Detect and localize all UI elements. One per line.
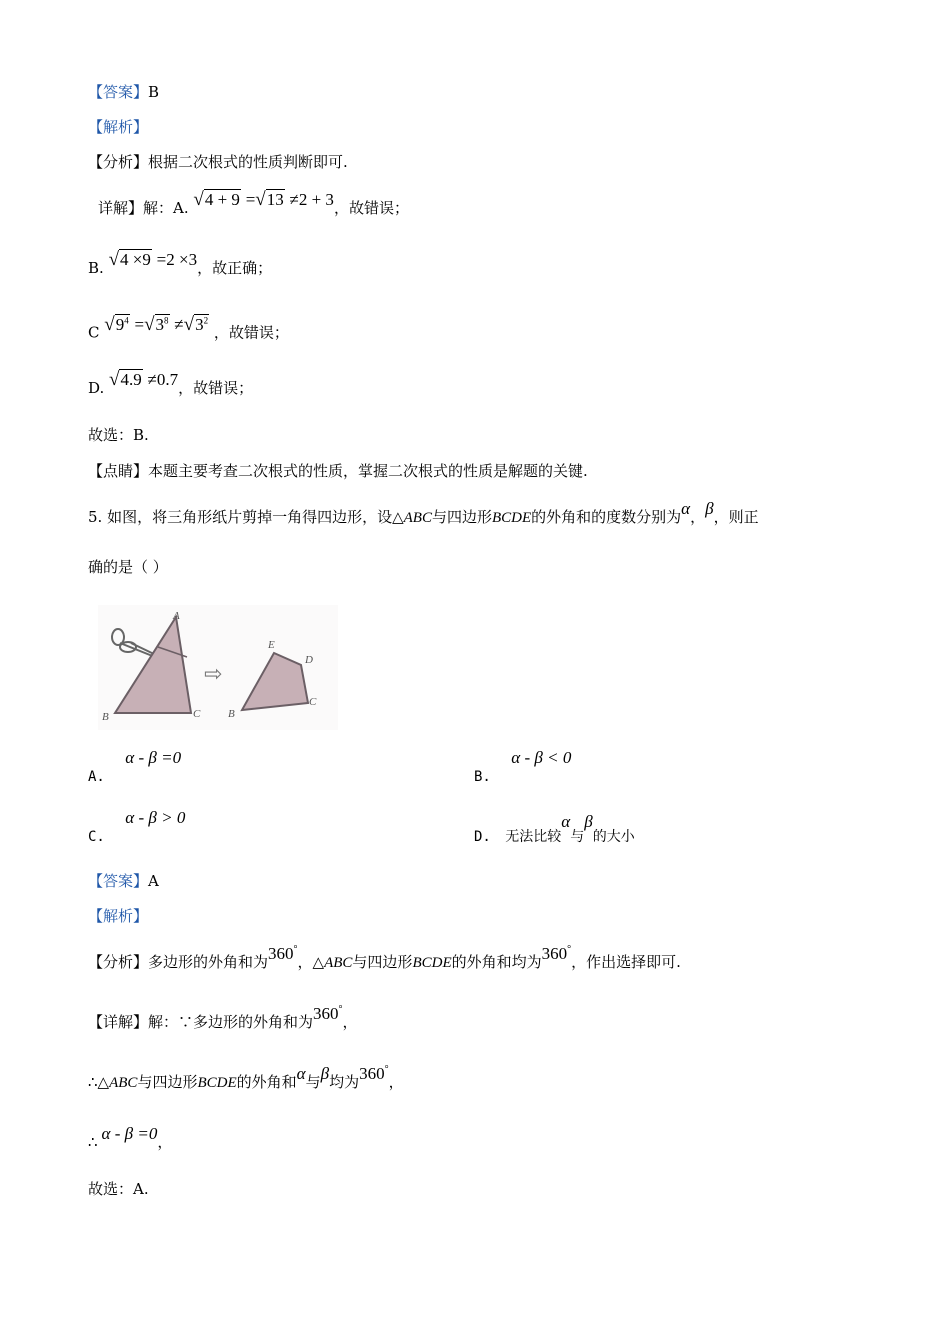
- degree-value: 360°: [541, 944, 572, 963]
- radicand-c1: $9^4$: [115, 314, 129, 334]
- detail-text: 与四边形: [137, 1073, 198, 1091]
- radicand-b: 4 ×9: [120, 250, 151, 269]
- answer-value: A: [148, 872, 159, 890]
- option-d: [474, 812, 635, 845]
- abc-label: ABC: [324, 955, 353, 971]
- detail-text: 的外角和: [236, 1073, 297, 1091]
- alpha-symbol: α: [296, 1064, 306, 1083]
- d-rest: ≠0.7: [147, 370, 179, 389]
- q5-detail-line2: [88, 1064, 404, 1095]
- option-a: [88, 748, 182, 785]
- b-tail: ，故正确；: [197, 259, 273, 277]
- therefore-symbol: ∴: [88, 1133, 98, 1151]
- figure-svg: [98, 605, 338, 730]
- alpha-symbol: α: [561, 812, 571, 831]
- option-d-text: 与: [570, 829, 585, 845]
- radicand-c3: $3^2$: [195, 314, 209, 334]
- triangle-label-b: B: [102, 711, 109, 723]
- answer-value: B: [148, 83, 160, 101]
- radicand-d: 4.9: [120, 370, 142, 389]
- degree-value: 360°: [268, 944, 298, 963]
- sqrt-icon: √: [255, 189, 266, 210]
- radicand-a1: 4 + 9: [204, 190, 240, 209]
- option-c: [88, 808, 186, 845]
- detail-label: 详解】解：A.: [98, 199, 189, 217]
- q5-fenxi-line: [88, 944, 681, 975]
- b-label: B.: [88, 259, 104, 277]
- bcde-label: BCDE: [412, 955, 452, 971]
- quad-label-d: D: [305, 654, 313, 666]
- radicand-a2: 13: [266, 190, 284, 209]
- radicand-c2: $3^8$: [155, 314, 169, 334]
- fenxi-label: 【分析】: [88, 153, 149, 171]
- quad-label-b: B: [228, 708, 235, 720]
- abc-label: ABC: [403, 510, 432, 526]
- c-tail: ，故错误；: [213, 323, 289, 342]
- q4-choose: 故选：B.: [88, 426, 149, 444]
- bcde-label: BCDE: [197, 1075, 237, 1091]
- answer-label: 【答案】: [88, 872, 149, 890]
- stem-text: 的外角和的度数分别为: [531, 508, 682, 526]
- comma: ，: [690, 508, 706, 526]
- detail-text: ，: [388, 1073, 404, 1091]
- final-expr: α - β =0: [101, 1124, 158, 1143]
- a-rest: ≠2 + 3: [289, 190, 334, 209]
- sqrt-icon: √: [108, 249, 120, 270]
- triangle-label-c: C: [193, 708, 201, 720]
- equals-sign: =: [134, 314, 145, 334]
- quadrilateral-shape: [242, 653, 308, 710]
- quad-label-c: C: [309, 696, 317, 708]
- sqrt-icon: √: [183, 313, 195, 335]
- sqrt-icon: √: [109, 369, 120, 390]
- q4-option-c: [88, 313, 289, 343]
- fenxi-text: ，△: [297, 953, 325, 971]
- q5-figure: [98, 605, 338, 730]
- quad-label-e: E: [268, 639, 275, 651]
- stem-text: 5. 如图，将三角形纸片剪掉一角得四边形，设△: [88, 508, 404, 526]
- dianjing-label: 【点睛】: [88, 462, 149, 480]
- q5-detail-line1: [88, 1004, 358, 1035]
- beta-symbol: β: [320, 1064, 330, 1083]
- a-tail: ，故错误；: [333, 199, 409, 217]
- option-a-label: A.: [88, 769, 105, 785]
- beta-symbol: β: [584, 812, 593, 831]
- detail-text: 与: [305, 1073, 321, 1091]
- dianjing-text: 本题主要考查二次根式的性质，掌握二次根式的性质是解题的关键.: [148, 462, 588, 480]
- sqrt-icon: √: [193, 189, 204, 210]
- answer-label: 【答案】: [88, 83, 149, 101]
- b-rest: =2 ×3: [156, 250, 198, 269]
- option-a-expr: α - β =0: [125, 748, 182, 767]
- option-c-label: C.: [88, 829, 105, 845]
- option-b-label: B.: [474, 769, 491, 785]
- option-d-text: 的大小: [592, 829, 635, 845]
- c-label: C: [88, 323, 100, 342]
- detail-text: ，: [157, 1133, 173, 1151]
- q4-option-d: [88, 369, 254, 398]
- q4-dianjing-line: [88, 461, 588, 481]
- not-equal-sign: ≠: [174, 314, 184, 334]
- sqrt-icon: √: [144, 313, 155, 335]
- q4-detail-a: [98, 189, 409, 218]
- fenxi-text: 根据二次根式的性质判断即可.: [148, 153, 348, 171]
- detail-text: 解：∵多边形的外角和为: [148, 1013, 314, 1031]
- q4-fenxi-line: [88, 152, 348, 172]
- option-d-text: 无法比较: [505, 829, 562, 845]
- degree-value: 360°: [359, 1064, 389, 1083]
- q4-answer-line: [88, 82, 159, 102]
- option-d-label: D.: [474, 829, 491, 845]
- detail-text: 均为: [329, 1073, 360, 1091]
- d-label: D.: [88, 379, 105, 397]
- q5-analysis-label: 【解析】: [88, 907, 149, 925]
- option-c-expr: α - β > 0: [125, 808, 186, 827]
- degree-value: 360°: [313, 1004, 343, 1023]
- abc-label: ABC: [109, 1075, 138, 1091]
- fenxi-text: 多边形的外角和为: [148, 953, 269, 971]
- fenxi-text: 的外角和均为: [451, 953, 542, 971]
- sqrt-icon: √: [104, 313, 115, 335]
- stem-text: ，则正: [713, 508, 759, 526]
- q4-option-b: [88, 249, 273, 278]
- arrow-icon: ⇨: [204, 662, 223, 687]
- detail-text: ，: [342, 1013, 358, 1031]
- fenxi-text: ，作出选择即可.: [571, 953, 681, 971]
- q4-analysis-label: 【解析】: [88, 118, 149, 136]
- d-tail: ，故错误；: [178, 379, 254, 397]
- triangle-shape: [115, 617, 191, 713]
- bcde-label: BCDE: [491, 510, 532, 526]
- q5-detail-line3: [88, 1124, 173, 1152]
- equals-sign: =: [245, 190, 256, 209]
- q5-stem-line1: [88, 499, 759, 528]
- fenxi-label: 【分析】: [88, 953, 149, 971]
- option-b: [474, 748, 572, 785]
- option-b-expr: α - β < 0: [511, 748, 572, 767]
- beta-symbol: β: [705, 499, 714, 518]
- q5-stem-line2: 确的是（ ）: [88, 558, 168, 576]
- triangle-label-a: A: [173, 610, 180, 622]
- stem-text: 与四边形: [431, 508, 492, 526]
- detail-label: 【详解】: [88, 1013, 149, 1031]
- therefore-symbol: ∴△: [88, 1073, 110, 1091]
- alpha-symbol: α: [681, 499, 691, 518]
- fenxi-text: 与四边形: [352, 953, 413, 971]
- q5-choose: 故选：A.: [88, 1180, 149, 1198]
- q5-answer-line: [88, 871, 159, 891]
